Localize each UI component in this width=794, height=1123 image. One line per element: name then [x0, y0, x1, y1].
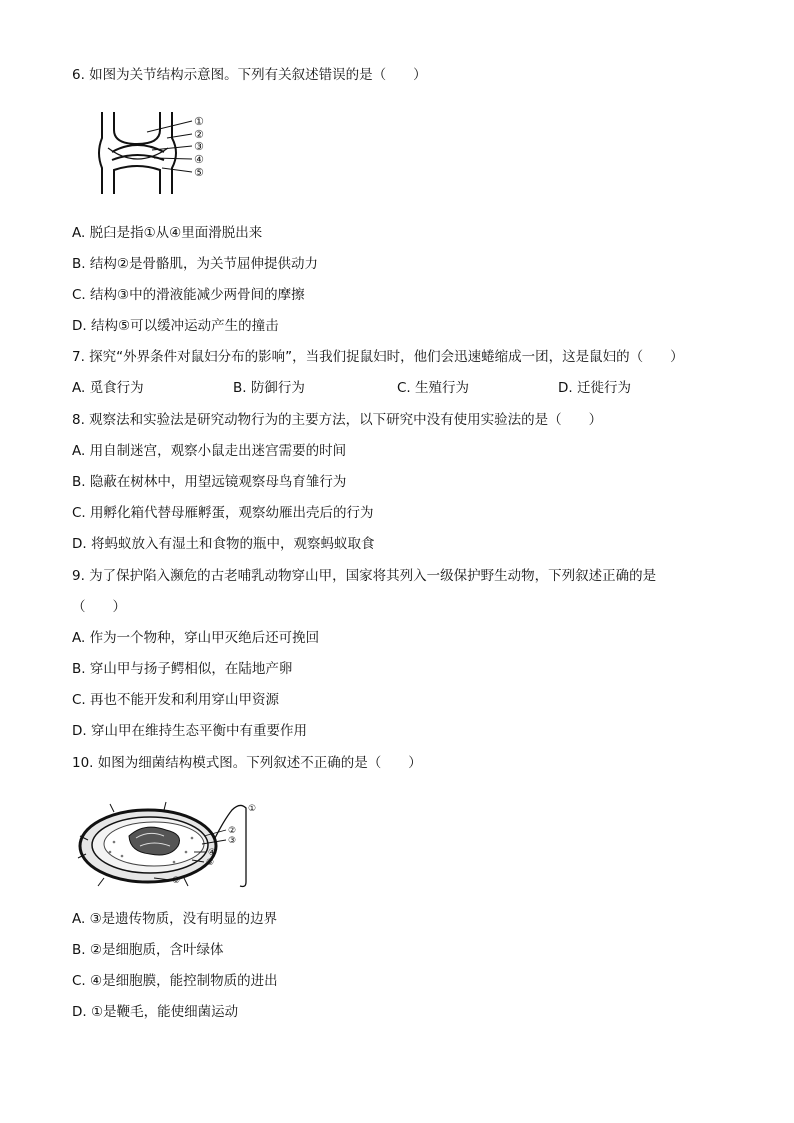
joint-label-5: ⑤	[194, 166, 204, 179]
q10-option-b: B. ②是细胞质，含叶绿体	[72, 942, 224, 958]
q8-option-a: A. 用自制迷宫，观察小鼠走出迷宫需要的时间	[72, 443, 347, 459]
joint-structure-figure	[92, 108, 222, 198]
q9-option-b: B. 穿山甲与扬子鳄相似，在陆地产卵	[72, 661, 293, 677]
q10-option-c: C. ④是细胞膜，能控制物质的进出	[72, 973, 278, 989]
q6-option-a: A. 脱臼是指①从④里面滑脱出来	[72, 225, 263, 241]
joint-label-2: ②	[194, 128, 204, 141]
q8-option-d: D. 将蚂蚁放入有湿土和食物的瓶中，观察蚂蚁取食	[72, 536, 375, 552]
q6-option-d: D. 结构⑤可以缓冲运动产生的撞击	[72, 318, 279, 334]
q8-option-c: C. 用孵化箱代替母雁孵蛋，观察幼雁出壳后的行为	[72, 505, 374, 521]
joint-label-1: ①	[194, 115, 204, 128]
q7-option-c: C. 生殖行为	[397, 380, 470, 396]
joint-label-3: ③	[194, 140, 204, 153]
bacteria-label-2: ②	[228, 826, 237, 836]
q9-option-d: D. 穿山甲在维持生态平衡中有重要作用	[72, 723, 307, 739]
bacteria-label-6: ⑥	[172, 876, 181, 886]
q6-option-b: B. 结构②是骨骼肌，为关节屈伸提供动力	[72, 256, 318, 272]
question-9-stem: 9. 为了保护陷入濒危的古老哺乳动物穿山甲，国家将其列入一级保护野生动物，下列叙述正确的是	[72, 568, 657, 584]
question-7-stem: 7. 探究“外界条件对鼠妇分布的影响”，当我们捉鼠妇时，他们会迅速蜷缩成一团，这是鼠妇的（ ）	[72, 349, 684, 365]
q9-option-a: A. 作为一个物种，穿山甲灭绝后还可挽回	[72, 630, 320, 646]
q7-option-a: A. 觅食行为	[72, 380, 144, 396]
joint-label-4: ④	[194, 153, 204, 166]
q8-option-b: B. 隐蔽在树林中，用望远镜观察母鸟育雏行为	[72, 474, 347, 490]
q6-option-c: C. 结构③中的滑液能减少两骨间的摩擦	[72, 287, 305, 303]
q7-option-d: D. 迁徙行为	[558, 380, 631, 396]
bacteria-label-4: ④	[208, 848, 217, 858]
question-10-stem: 10. 如图为细菌结构模式图。下列叙述不正确的是（ ）	[72, 755, 422, 771]
bacteria-label-1: ①	[248, 804, 257, 814]
question-6-stem: 6. 如图为关节结构示意图。下列有关叙述错误的是（ ）	[72, 67, 427, 83]
q7-option-b: B. 防御行为	[233, 380, 305, 396]
question-8-stem: 8. 观察法和实验法是研究动物行为的主要方法，以下研究中没有使用实验法的是（ ）	[72, 412, 603, 428]
bacteria-label-3: ③	[228, 836, 237, 846]
q9-option-c: C. 再也不能开发和利用穿山甲资源	[72, 692, 280, 708]
question-9-stem-continued: （ ）	[72, 599, 126, 615]
bacteria-structure-figure	[74, 800, 264, 892]
bacteria-label-5: ⑤	[206, 858, 215, 868]
q10-option-a: A. ③是遗传物质，没有明显的边界	[72, 911, 278, 927]
q10-option-d: D. ①是鞭毛，能使细菌运动	[72, 1004, 239, 1020]
